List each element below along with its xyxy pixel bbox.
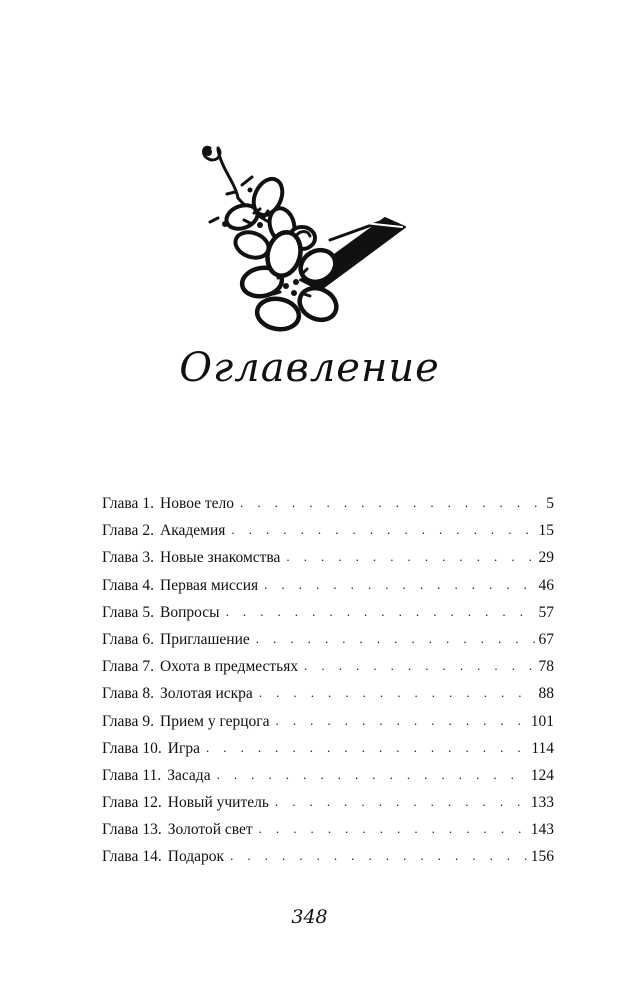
chapter-number: 12.	[142, 794, 162, 812]
chapter-word: Глава	[102, 848, 139, 866]
toc-entry-label	[102, 708, 270, 735]
chapter-word: Глава	[102, 495, 139, 512]
dot-leader	[259, 815, 528, 842]
chapter-page-number: 143	[530, 821, 554, 839]
flower-sprig-icon	[180, 130, 430, 350]
chapter-word: Глава	[102, 522, 139, 540]
toc-entry[interactable]	[102, 789, 554, 816]
toc-entry-label	[102, 680, 253, 707]
chapter-title: Засада	[167, 766, 211, 784]
chapter-word: Глава	[102, 630, 139, 648]
chapter-number: 14.	[142, 848, 162, 866]
chapter-page-number: 88	[538, 685, 554, 703]
chapter-word: Глава	[102, 658, 139, 676]
dot-leader	[226, 598, 536, 625]
chapter-number: 11.	[142, 766, 162, 784]
toc-entry[interactable]	[102, 626, 554, 653]
chapter-title: Золотая искра	[160, 685, 253, 703]
toc-entry[interactable]	[102, 816, 554, 843]
chapter-word: Глава	[102, 685, 139, 703]
toc-entry[interactable]	[102, 735, 554, 762]
toc-entry-label	[102, 843, 224, 870]
chapter-title: Новый учитель	[167, 794, 269, 812]
toc-entry[interactable]	[102, 490, 554, 517]
chapter-title: Вопросы	[160, 603, 220, 621]
chapter-page-number: 133	[530, 794, 554, 812]
chapter-title: Приглашение	[160, 630, 250, 648]
toc-entry-label	[102, 599, 220, 626]
dot-leader	[304, 652, 535, 679]
toc-entry[interactable]	[102, 572, 554, 599]
chapter-word: Глава	[102, 712, 139, 730]
chapter-page-number: 57	[538, 603, 554, 621]
toc-entry[interactable]	[102, 708, 554, 735]
chapter-number: 2.	[142, 522, 155, 540]
dot-leader	[286, 543, 535, 570]
chapter-page-number: 156	[530, 848, 554, 866]
dot-leader	[240, 489, 543, 516]
chapter-number: 4.	[142, 576, 155, 594]
dot-leader	[275, 788, 528, 815]
page-number: 348	[291, 906, 328, 928]
chapter-number: 13.	[142, 821, 162, 839]
chapter-page-number: 114	[531, 739, 554, 757]
dot-leader	[256, 625, 536, 652]
dot-leader	[206, 734, 528, 761]
page-title: Оглавление	[179, 345, 440, 391]
chapter-title: Первая миссия	[160, 576, 259, 594]
table-of-contents	[102, 490, 554, 871]
toc-entry-label	[102, 653, 298, 680]
chapter-number: 8.	[142, 685, 155, 703]
dot-leader	[276, 707, 528, 734]
chapter-page-number: 5	[546, 495, 554, 512]
toc-entry-label	[102, 544, 280, 571]
toc-entry[interactable]	[102, 517, 554, 544]
chapter-number: 10.	[142, 739, 162, 757]
chapter-title: Академия	[160, 522, 226, 540]
toc-entry[interactable]	[102, 843, 554, 870]
dot-leader	[230, 842, 528, 869]
chapter-word: Глава	[102, 603, 139, 621]
chapter-page-number: 124	[530, 766, 554, 784]
chapter-number: 5.	[142, 603, 155, 621]
chapter-title: Новые знакомства	[160, 549, 281, 567]
chapter-title: Прием у герцога	[160, 712, 270, 730]
chapter-number: 3.	[142, 549, 155, 567]
chapter-word: Глава	[102, 739, 139, 757]
toc-entry[interactable]	[102, 653, 554, 680]
chapter-page-number: 67	[538, 630, 554, 648]
toc-entry-label	[102, 517, 225, 544]
toc-entry-label	[102, 572, 258, 599]
chapter-page-number: 101	[530, 712, 554, 730]
toc-entry[interactable]	[102, 680, 554, 707]
chapter-title: Охота в предместьях	[160, 658, 299, 676]
chapter-page-number: 15	[538, 522, 554, 540]
chapter-word: Глава	[102, 576, 139, 594]
toc-entry-label	[102, 490, 234, 517]
chapter-title: Золотой свет	[167, 821, 253, 839]
dot-leader	[264, 571, 535, 598]
chapter-title: Подарок	[167, 848, 225, 866]
chapter-page-number: 78	[538, 658, 554, 676]
dot-leader	[217, 761, 528, 788]
chapter-page-number: 29	[538, 549, 554, 567]
chapter-number: 6.	[142, 630, 155, 648]
dot-leader	[231, 516, 535, 543]
toc-entry[interactable]	[102, 762, 554, 789]
toc-entry[interactable]	[102, 544, 554, 571]
chapter-word: Глава	[102, 766, 139, 784]
chapter-title: Игра	[167, 739, 200, 757]
chapter-word: Глава	[102, 794, 139, 812]
chapter-title: Новое тело	[160, 495, 235, 512]
dot-leader	[259, 679, 536, 706]
toc-entry-label	[102, 816, 253, 843]
chapter-word: Глава	[102, 821, 139, 839]
chapter-page-number: 46	[538, 576, 554, 594]
chapter-number: 9.	[142, 712, 155, 730]
chapter-number: 1.	[142, 495, 155, 512]
chapter-word: Глава	[102, 549, 139, 567]
toc-entry[interactable]	[102, 599, 554, 626]
chapter-number: 7.	[142, 658, 155, 676]
toc-entry-label	[102, 789, 269, 816]
toc-entry-label	[102, 735, 200, 762]
toc-entry-label	[102, 762, 211, 789]
toc-entry-label	[102, 626, 250, 653]
